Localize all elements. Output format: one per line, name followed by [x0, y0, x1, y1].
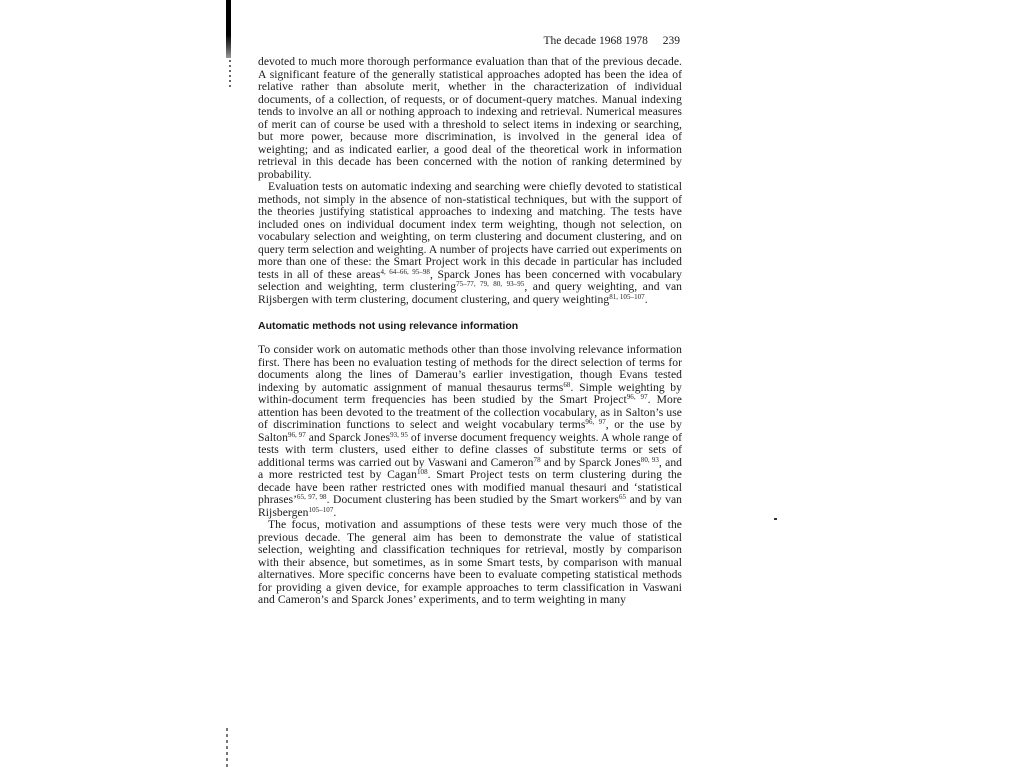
- citation-superscript: 105–107: [308, 505, 334, 514]
- paragraph-text: . More attention has been devoted to the treatment of the collection vocabulary, as in Salton’s use of discrimination functions to select and weight vocabulary terms: [258, 393, 682, 431]
- citation-superscript: 78: [533, 455, 541, 464]
- scan-edge-dashes-bottom: [226, 728, 228, 768]
- paragraph-text: , Sparck Jones has been concerned with vocabulary selection and weighting, term clustering: [258, 267, 683, 293]
- paragraph: [258, 519, 682, 607]
- paragraph-text: and by Sparck Jones: [540, 455, 641, 469]
- running-head: [258, 34, 682, 56]
- citation-superscript: 80, 93: [640, 455, 659, 464]
- citation-superscript: 96, 97: [585, 418, 606, 426]
- paragraph-text: , and a more restricted test by Cagan: [258, 455, 683, 481]
- paragraph-text: , or the use by Salton: [258, 418, 682, 444]
- paragraph-text: and by van Rijsbergen: [258, 493, 683, 519]
- citation-superscript: 81, 105–107: [609, 292, 645, 301]
- paragraphs-before: [258, 56, 682, 306]
- citation-superscript: 108: [416, 468, 428, 476]
- paragraph-text: and Sparck Jones: [305, 430, 391, 444]
- running-head-title: The decade 1968 1978: [543, 35, 648, 47]
- citation-superscript: 65, 97, 98: [297, 493, 327, 501]
- citation-superscript: 93, 95: [390, 430, 408, 439]
- paragraph-text: . Simple weighting by within-document term frequencies has been studied by the Smart Project: [258, 380, 682, 406]
- paragraph-text: .: [333, 505, 337, 519]
- paragraph-text: . Smart Project tests on term clustering during the decade have been rather restricted ones with modified manual thesauri and ‘statistical phrases’: [258, 468, 683, 506]
- paragraph: [258, 181, 682, 306]
- paragraph-text: .: [644, 292, 648, 306]
- scan-edge-dashes: [229, 60, 231, 90]
- citation-superscript: 4, 64–66, 95–98: [380, 267, 430, 276]
- paragraph-text: devoted to much more thorough performance evaluation than that of the previous decade. A significant feature of the generally statistical approaches adopted has been the idea of relative rather than absolute merit, whether in the characterization of individual documents, of a collection, of requests, or of document-query matches. Manual indexing tends to involve an all or nothing approach to indexing and retrieval. Numerical measures of merit can of course be used with a threshold to select items in indexing or searching, but more power, because more discrimination, is involved in the general idea of weighting; and as indicated earlier, a good deal of the theoretical work in information retrieval in this decade has been concerned with the notion of ranking determined by probability.: [258, 55, 682, 181]
- document-page: [258, 34, 682, 607]
- body-text: [258, 56, 682, 607]
- citation-superscript: 65: [618, 493, 627, 501]
- section-heading: Automatic methods not using relevance information: [258, 320, 519, 332]
- citation-superscript: 96, 97: [287, 430, 306, 439]
- citation-superscript: 68: [563, 380, 571, 389]
- paragraphs-after: [258, 344, 682, 607]
- scan-edge-mark: [226, 0, 231, 58]
- paragraph-text: , and query weighting, and van Rijsbergen with term clustering, document clustering, and query weighting: [258, 280, 682, 306]
- paragraph: [258, 344, 682, 519]
- scan-speck: [774, 518, 777, 520]
- page-number: 239: [662, 35, 680, 47]
- paragraph-text: The focus, motivation and assumptions of these tests were very much those of the previous decade. The general aim has been to demonstrate the value of statistical selection, weighting and classification techniques for retrieval, mostly by comparison with their absence, but sometimes, as in some Smart tests, by comparison with manual alternatives. More specific concerns have been to evaluate competing statistical methods for providing a given device, for example approaches to term classification in Vaswani and Cameron’s and Sparck Jones’ experiments, and to term weighting in many: [258, 518, 682, 606]
- citation-superscript: 75–77, 79, 80, 93–95: [456, 280, 525, 288]
- paragraph-text: of inverse document frequency weights. A whole range of tests with term clusters, used either to define classes of substitute terms or sets of additional terms was carried out by Vaswani and Cameron: [258, 430, 682, 469]
- paragraph-text: To consider work on automatic methods other than those involving relevance information first. There has been no evaluation testing of methods for the direct selection of terms for documents along the lines of Damerau’s earlier investigation, though Evans tested indexing by automatic assignment of manual thesaurus terms: [258, 343, 682, 394]
- citation-superscript: 96, 97: [626, 393, 648, 401]
- paragraph-text: Evaluation tests on automatic indexing and searching were chiefly devoted to statistical methods, not simply in the absence of non-statistical techniques, but with the support of the theories justifying statistical approaches to indexing and matching. The tests have included ones on individual document index term weighting, though not selection, on vocabulary selection and weighting, on term clustering and document clustering, and on query term selection and weighting. A number of projects have carried out experiments on more than one of these: the Smart Project work in this decade in particular has included tests in all of these areas: [258, 180, 682, 281]
- paragraph-text: . Document clustering has been studied by the Smart workers: [326, 493, 619, 506]
- paragraph: [258, 56, 682, 181]
